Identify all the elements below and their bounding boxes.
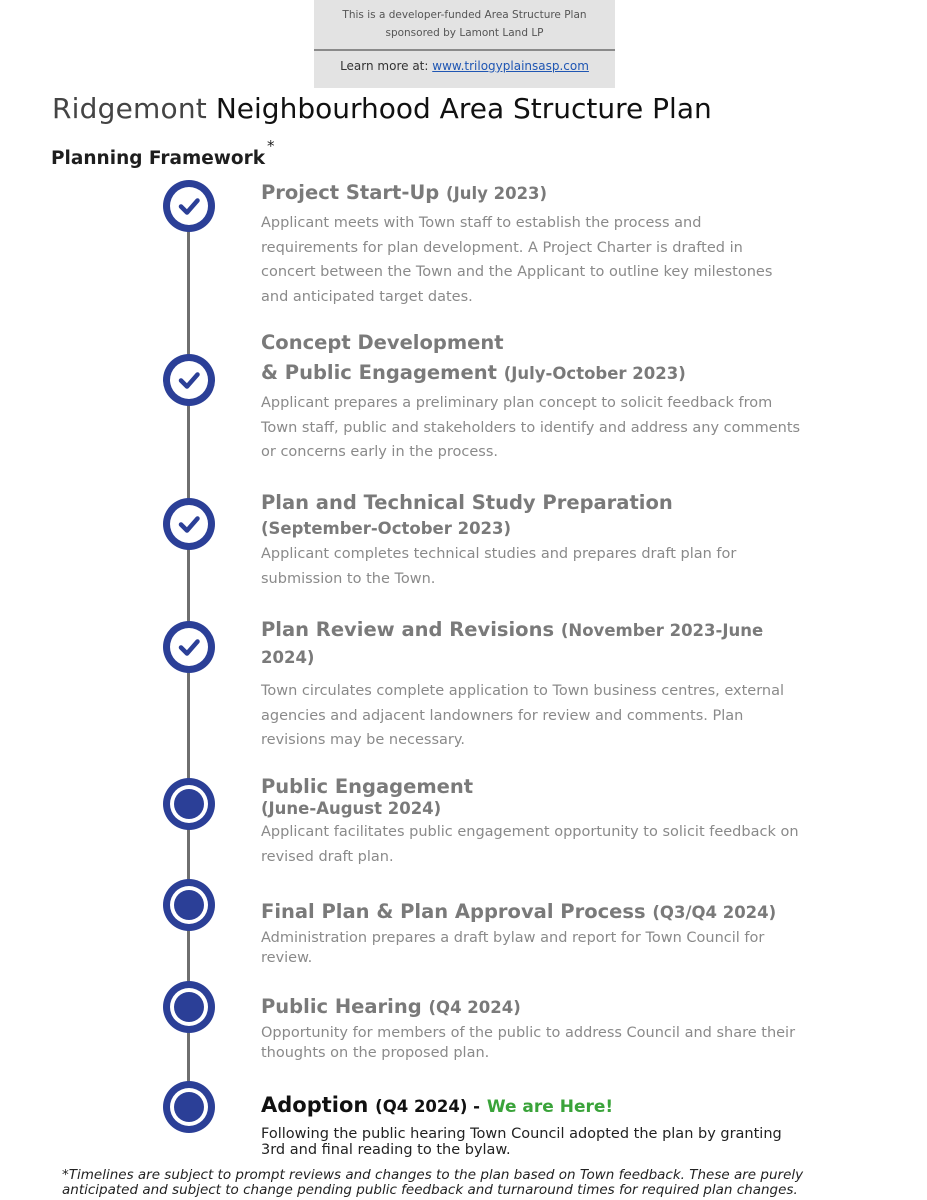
footnote-mark: * [267,137,275,155]
step-date: (July 2023) [446,184,548,203]
page-title-plan: Neighbourhood Area Structure Plan [215,92,712,125]
step-heading [261,488,801,540]
notice-divider [314,49,615,51]
current-stage-badge: We are Here! [486,1097,614,1117]
step-description: Town circulates complete application to Town business centres, external agencies and adjacent landowners for review and comments. Plan revisions may be necessary. [261,683,785,748]
sponsor-notice-text [314,6,615,42]
step-date: (Q4 2024) [428,998,521,1017]
learn-more [314,59,615,73]
page-title [52,92,712,125]
circle-icon [163,981,215,1033]
step-description: Following the public hearing Town Council adopted the plan by granting 3rd and final reading to the bylaw. [261,1126,782,1158]
sponsor-line-1: This is a developer-funded Area Structure Plan [342,9,587,21]
step-heading [261,617,801,671]
step-title: Public Hearing [261,995,422,1018]
check-circle-icon [163,354,215,406]
step-title: Project Start-Up [261,181,440,204]
section-title [51,137,275,170]
check-circle-icon [163,498,215,550]
sponsor-line-2: sponsored by Lamont Land LP [385,27,544,39]
step-title-line-2: & Public Engagement [261,361,497,384]
step-date: (Q4 2024) - [375,1097,481,1116]
step-title: Adoption [261,1093,369,1117]
step-heading [261,774,801,818]
step-title: Plan Review and Revisions [261,618,555,641]
page-title-community: Ridgemont [52,92,207,125]
step-description: Opportunity for members of the public to address Council and share their thoughts on the proposed plan. [261,1025,796,1061]
timeline-step [261,328,801,465]
step-title: Plan and Technical Study Preparation [261,491,673,514]
sponsor-notice [314,0,615,88]
step-heading [261,178,801,209]
learn-more-label: Learn more at: [340,59,429,73]
learn-more-link[interactable]: www.trilogyplainsasp.com [432,59,589,73]
circle-icon [163,1081,215,1133]
timeline-step-current [261,1090,801,1158]
step-heading [261,897,801,928]
step-description: Applicant meets with Town staff to establish the process and requirements for plan development. A Project Charter is drafted in concert between the Town and the Applicant to outline key milestones and anticipated target dates. [261,215,773,305]
step-title: Final Plan & Plan Approval Process [261,900,646,923]
check-circle-icon [163,180,215,232]
step-description: Applicant completes technical studies and prepares draft plan for submission to the Town. [261,546,737,587]
timeline-step [261,178,801,309]
step-date: (July-October 2023) [503,364,686,383]
section-title-text: Planning Framework [51,148,266,170]
step-description: Applicant prepares a preliminary plan concept to solicit feedback from Town staff, public and stakeholders to identify and address any comments or concerns early in the process. [261,395,801,460]
circle-icon [163,778,215,830]
timeline-step [261,992,801,1063]
step-heading [261,328,801,389]
step-title: Public Engagement [261,775,474,798]
timeline-step [261,774,801,869]
step-date: (Q3/Q4 2024) [652,903,777,922]
step-date: (September-October 2023) [261,519,512,538]
step-date: (June-August 2024) [261,799,442,818]
timeline-step [261,617,801,753]
footnote: *Timelines are subject to prompt reviews and changes to the plan based on Town feedback. These are purely anticipated and subject to change pending public feedback and turnaround times for required plan changes. [62,1167,804,1198]
circle-icon [163,879,215,931]
timeline-step [261,897,801,968]
timeline-step [261,488,801,591]
step-heading [261,992,801,1023]
step-date: (November 2023-June 2024) [261,621,764,667]
step-description: Administration prepares a draft bylaw and report for Town Council for review. [261,930,765,966]
step-description: Applicant facilitates public engagement opportunity to solicit feedback on revised draft plan. [261,824,799,865]
check-circle-icon [163,621,215,673]
step-heading [261,1090,801,1122]
step-title-line-1: Concept Development [261,331,504,354]
